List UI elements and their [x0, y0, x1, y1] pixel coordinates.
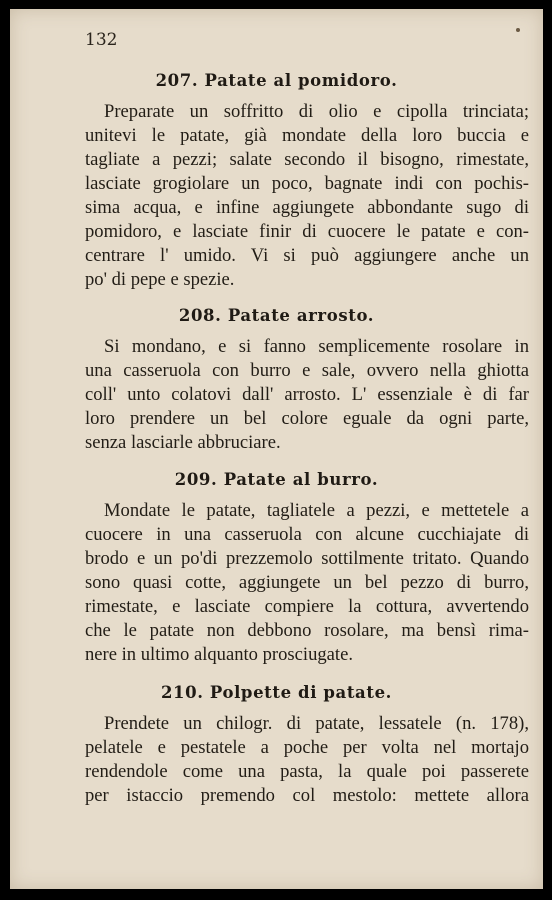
text-line: centrare l' umido. Vi si può aggiungere anche un: [85, 245, 529, 266]
text-line: nere in ultimo alquanto prosciugate.: [85, 644, 353, 665]
text-line: tagliate a pezzi; salate secondo il bisogno, rimestate,: [85, 149, 529, 170]
text-line: per istaccio premendo col mestolo: mettete allora: [85, 785, 529, 806]
text-line: rimestate, e lasciate compiere la cottura, avvertendo: [85, 596, 529, 617]
text-line: che le patate non debbono rosolare, ma bensì rima-: [85, 620, 529, 641]
book-page: [10, 9, 543, 889]
text-line: loro prendere un bel colore eguale da ogni parte,: [85, 408, 529, 429]
text-line: sima acqua, e infine aggiungete abbondante sugo di: [85, 197, 529, 218]
text-line: Prendete un chilogr. di patate, lessatele (n. 178),: [104, 713, 529, 734]
text-line: senza lasciarle abbruciare.: [85, 432, 281, 453]
text-line: Si mondano, e si fanno semplicemente rosolare in: [104, 336, 529, 357]
recipe-heading: 208. Patate arrosto.: [178, 306, 375, 325]
text-line: lasciate grogiolare un poco, bagnate indi con pochis-: [85, 173, 529, 194]
page-number: 132: [85, 30, 118, 50]
text-line: pomidoro, e lasciate finir di cuocere le patate e con-: [85, 221, 529, 242]
text-line: una casseruola con burro e sale, ovvero nella ghiotta: [85, 360, 529, 381]
text-line: rendendole come una pasta, la quale poi passerete: [85, 761, 529, 782]
recipe-heading: 210. Polpette di patate.: [160, 683, 393, 702]
text-line: pelatele e pestatele a poche per volta nel mortajo: [85, 737, 529, 758]
recipe-heading: 209. Patate al burro.: [174, 470, 379, 489]
recipe-heading: 207. Patate al pomidoro.: [155, 71, 398, 90]
ink-speck: [516, 28, 520, 32]
text-line: brodo e un po'di prezzemolo sottilmente tritato. Quando: [85, 548, 529, 569]
text-line: Preparate un soffritto di olio e cipolla trinciata;: [104, 101, 529, 122]
text-line: coll' unto colatovi dall' arrosto. L' essenziale è di far: [85, 384, 529, 405]
text-line: Mondate le patate, tagliatele a pezzi, e mettetele a: [104, 500, 529, 521]
text-line: sono quasi cotte, aggiungete un bel pezzo di burro,: [85, 572, 529, 593]
text-line: unitevi le patate, già mondate della loro buccia e: [85, 125, 529, 146]
text-line: cuocere in una casseruola con alcune cucchiajate di: [85, 524, 529, 545]
text-line: po' di pepe e spezie.: [85, 269, 235, 290]
